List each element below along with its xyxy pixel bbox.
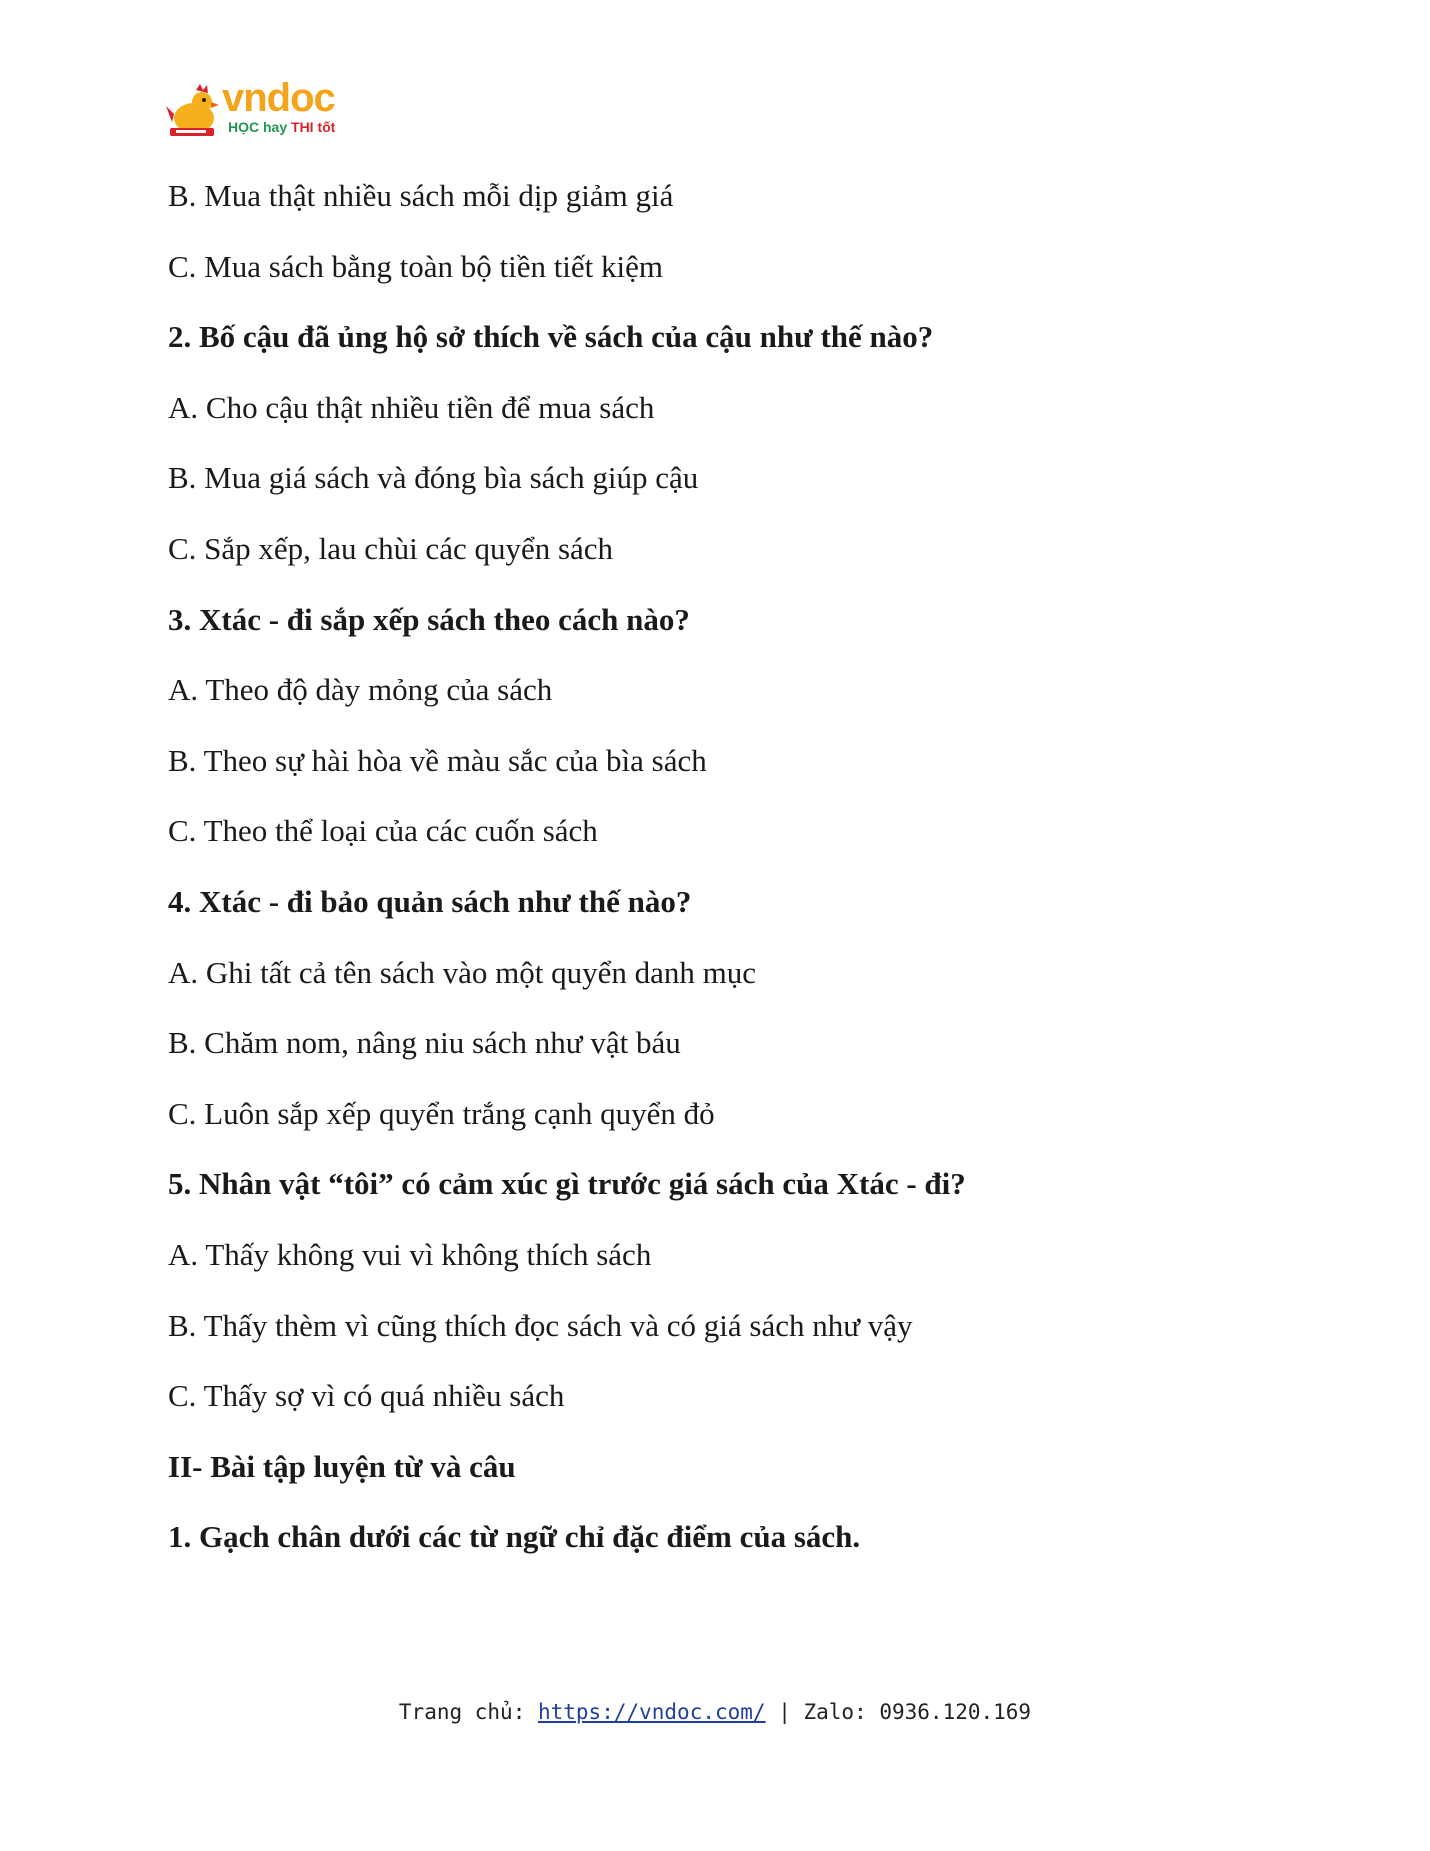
- logo-tagline: [228, 119, 335, 135]
- question-heading: II- Bài tập luyện từ và câu: [168, 1448, 516, 1484]
- vndoc-logo[interactable]: [166, 76, 356, 144]
- answer-option: C. Thấy sợ vì có quá nhiều sách: [168, 1378, 565, 1414]
- question-heading: 4. Xtác - đi bảo quản sách như thế nào?: [168, 883, 692, 919]
- answer-option: B. Chăm nom, nâng niu sách như vật báu: [168, 1025, 681, 1061]
- logo-tagline-thi-tot: THI tốt: [291, 119, 336, 135]
- answer-option: C. Theo thể loại của các cuốn sách: [168, 813, 598, 849]
- question-heading: 3. Xtác - đi sắp xếp sách theo cách nào?: [168, 601, 690, 637]
- answer-option: C. Luôn sắp xếp quyển trắng cạnh quyển đỏ: [168, 1095, 715, 1131]
- answer-option: B. Theo sự hài hòa về màu sắc của bìa sách: [168, 742, 707, 778]
- rooster-mascot-icon: [166, 84, 222, 138]
- answer-option: C. Mua sách bằng toàn bộ tiền tiết kiệm: [168, 248, 664, 284]
- question-heading: 5. Nhân vật “tôi” có cảm xúc gì trước giá sách của Xtác - đi?: [168, 1166, 966, 1202]
- answer-option: A. Thấy không vui vì không thích sách: [168, 1236, 652, 1272]
- document-body: [168, 168, 1318, 1580]
- footer-home-link[interactable]: https://vndoc.com/: [537, 1700, 766, 1724]
- footer-zalo: Zalo: 0936.120.169: [803, 1700, 1032, 1724]
- footer-separator: |: [765, 1700, 804, 1724]
- logo-tagline-hoc-hay: HỌC hay: [228, 119, 292, 135]
- answer-option: A. Theo độ dày mỏng của sách: [168, 672, 553, 708]
- answer-option: B. Mua giá sách và đóng bìa sách giúp cậu: [168, 460, 699, 496]
- question-heading: 1. Gạch chân dưới các từ ngữ chỉ đặc điểm của sách.: [168, 1519, 861, 1555]
- answer-option: B. Mua thật nhiều sách mỗi dịp giảm giá: [168, 178, 674, 213]
- answer-option: C. Sắp xếp, lau chùi các quyển sách: [168, 530, 614, 566]
- question-heading: 2. Bố cậu đã ủng hộ sở thích về sách của cậu như thế nào?: [168, 319, 934, 355]
- logo-brand-text: vndoc: [222, 76, 335, 120]
- answer-option: A. Cho cậu thật nhiều tiền để mua sách: [168, 389, 655, 425]
- footer-home-label: Trang chủ:: [398, 1700, 538, 1724]
- answer-option: B. Thấy thèm vì cũng thích đọc sách và có giá sách như vậy: [168, 1307, 913, 1343]
- page-footer: [0, 1700, 1430, 1724]
- answer-option: A. Ghi tất cả tên sách vào một quyển danh mục: [168, 954, 756, 990]
